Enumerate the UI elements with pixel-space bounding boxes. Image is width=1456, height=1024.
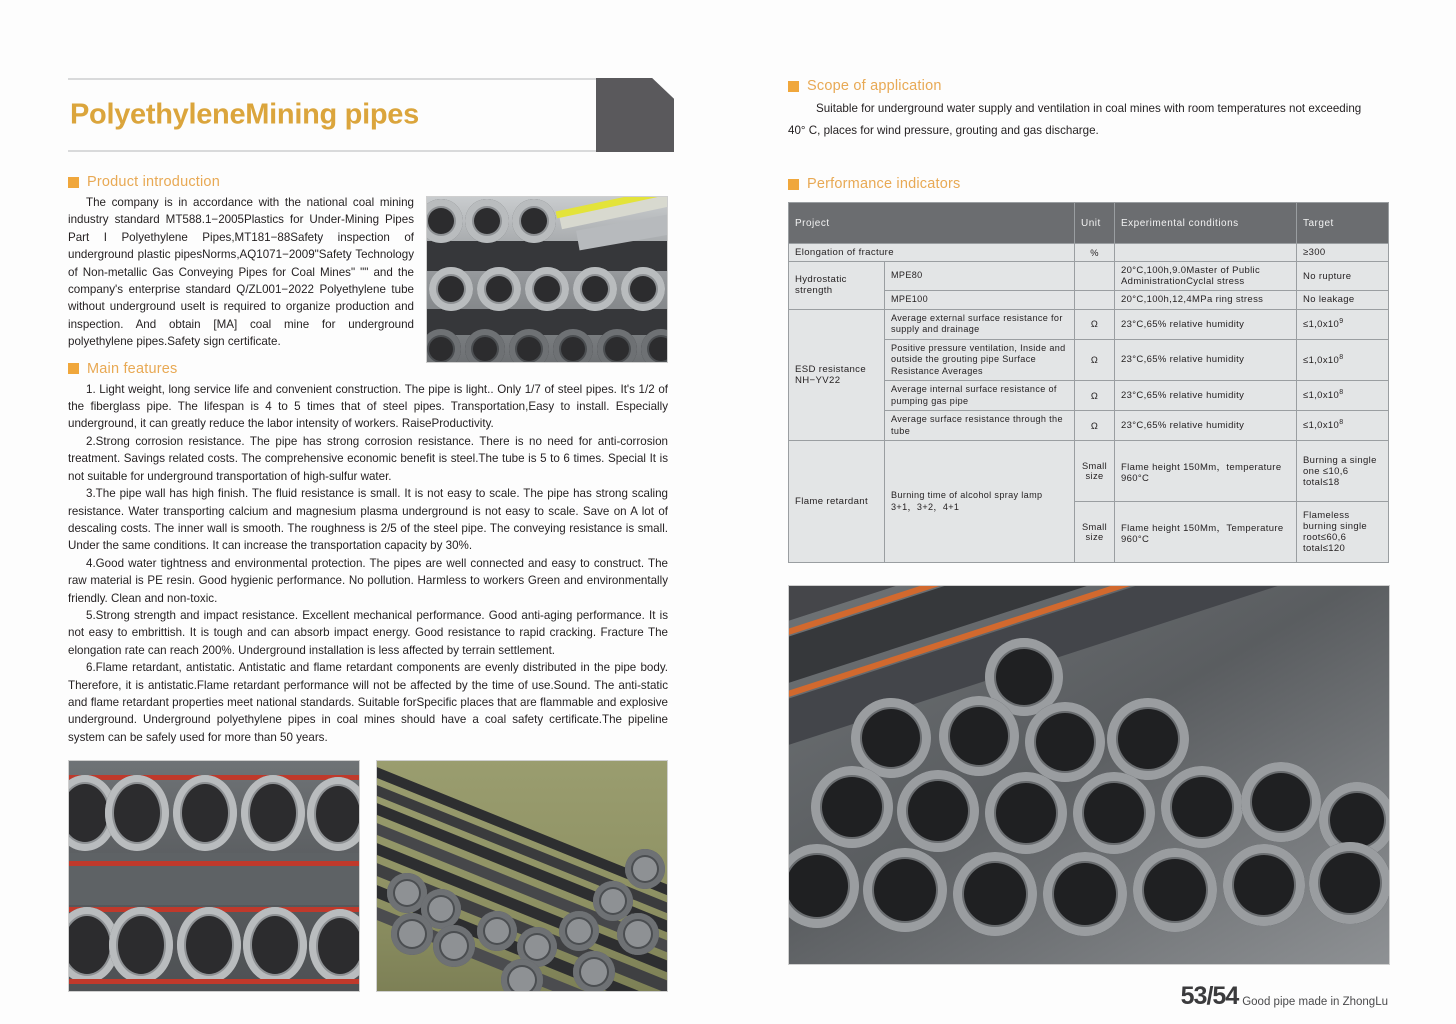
main-features-heading: [68, 361, 414, 377]
cell-unit: %: [1075, 244, 1115, 262]
page-footer: [788, 984, 1388, 1009]
target-exponent: 8: [1339, 389, 1344, 397]
product-introduction-section: [68, 174, 668, 351]
cell-project: Flame retardant: [789, 441, 885, 563]
target-exponent: 9: [1339, 317, 1344, 325]
feature-item: 2.Strong corrosion resistance. The pipe has strong corrosion resistance. There is no need for anti-corrosion treatment. Savings related costs. The comprehensive economic benefit is steel.The tube is 5 to 6 times. Special It is not suitable for underground transportation of high-sulfur water.: [68, 434, 668, 483]
cell-subproject: Average surface resistance through the tube: [885, 411, 1075, 441]
product-introduction-text: The company is in accordance with the national coal mining industry standard MT588.1−2005Plastics for Under-Mining Pipes Part I Polyethylene Pipes,MT181−88Safety inspection of underground plastic pipesNorms,AQ1071−2009"Safety Technology of Non-metallic Gas Conveying Pipes for Coal Mines" "" and the company's enterprise standard Q/ZL001−2022 Polyethylene tube without underground uselt is required to organize production and inspection. And obtain [MA] coal mine for underground polyethylene pipes.Safety sign certificate.: [68, 196, 414, 349]
feature-item: 3.The pipe wall has high finish. The fluid resistance is small. It is not easy to scale. The pipe has strong scaling resistance. Water transporting calcium and magnesium plasma underground is not easy to scale. Save on A lot of descaling costs. The inner wall is smooth. The roughness is 2/5 of the steel pipe. The conveying resistance is small. Under the same conditions. It can increase the transportation capacity by 30%.: [68, 487, 668, 553]
cell-subproject: Average external surface resistance for supply and drainage: [885, 309, 1075, 339]
page-title: PolyethyleneMining pipes: [70, 98, 419, 131]
performance-section: [788, 176, 1388, 563]
cell-subproject: Average internal surface resistance of pumping gas pipe: [885, 381, 1075, 411]
section-heading-label: Main features: [87, 360, 178, 377]
cell-subproject: MPE100: [885, 291, 1075, 310]
table-row: [789, 309, 1389, 339]
column-header-project: Project: [789, 203, 1075, 244]
cell-project: Elongation of fracture: [789, 244, 1075, 262]
cell-conditions: 23°C,65% relative humidity: [1115, 339, 1297, 381]
target-exponent: 8: [1339, 353, 1344, 361]
cell-unit: Ω: [1075, 381, 1115, 411]
section-heading-label: Product introduction: [87, 174, 220, 190]
cell-conditions: [1115, 244, 1297, 262]
cell-subproject: MPE80: [885, 262, 1075, 291]
performance-indicators-table: [788, 202, 1389, 563]
cell-target: Burning a single one ≤10,6 total≤18: [1297, 441, 1389, 502]
hdpe-pipe-bundle-photo: [788, 585, 1390, 965]
left-column: [68, 78, 668, 992]
cell-unit: Ω: [1075, 339, 1115, 381]
table-row: [789, 441, 1389, 502]
column-header-target: Target: [1297, 203, 1389, 244]
cell-target: No rupture: [1297, 262, 1389, 291]
feature-item: 5.Strong strength and impact resistance. Excellent mechanical performance. Good anti-aging performance. It is not easy to embrittish. It is tough and can absorb impact energy. Good resistance to rapid cracking. Fracture The elongation rate can reach 200%. Underground installation is less affected by terrain settlement.: [68, 608, 668, 657]
flanged-pipe-stack-photo: [426, 196, 668, 363]
cell-unit: Ω: [1075, 309, 1115, 339]
cell-unit: [1075, 291, 1115, 310]
flanged-pipe-ends-photo: [68, 760, 360, 992]
cell-conditions: 23°C,65% relative humidity: [1115, 381, 1297, 411]
pipes-with-flanges-yard-photo: [376, 760, 668, 992]
feature-item: 6.Flame retardant, antistatic. Antistatic and flame retardant components are evenly distributed in the pipe body. Therefore, it is antistatic.Flame retardant performance will not be affected by the time of use.Sound. The anti-static and flame retardant properties meet national standards. Suitable forSpecific places that are flammable and explosive underground. Underground polyethylene pipes in coal mines should have a coal safety certificate.The pipeline system can be safely used for more than 50 years.: [68, 661, 668, 744]
target-base: ≤1,0x10: [1303, 390, 1340, 402]
table-row: [789, 244, 1389, 262]
square-bullet-icon: [68, 363, 79, 374]
target-exponent: 8: [1339, 419, 1344, 427]
square-bullet-icon: [788, 81, 799, 92]
target-base: ≤1,0x10: [1303, 420, 1340, 432]
scope-heading: [788, 78, 1388, 94]
cell-target: [1297, 411, 1389, 441]
cell-target: [1297, 309, 1389, 339]
main-features-section: [68, 361, 668, 747]
cell-conditions: Flame height 150Mm，Temperature 960°C: [1115, 502, 1297, 563]
target-base: ≤1,0x10: [1303, 319, 1340, 331]
footer-tagline: Good pipe made in ZhongLu: [1242, 995, 1388, 1008]
cell-conditions: Flame height 150Mm，temperature 960°C: [1115, 441, 1297, 502]
cell-unit: Small size: [1075, 441, 1115, 502]
scope-line-2: 40° C, places for wind pressure, grouting and gas discharge.: [788, 124, 1099, 137]
title-corner-tab: [596, 78, 674, 152]
title-rule-bottom: [68, 150, 596, 152]
cell-target: Flameless burning single root≤60,6 total≤120: [1297, 502, 1389, 563]
cell-conditions: 23°C,65% relative humidity: [1115, 411, 1297, 441]
scope-line-1: Suitable for underground water supply and ventilation in coal mines with room temperatures not exceeding: [816, 102, 1362, 115]
page-number: 53/54: [1180, 982, 1239, 1010]
cell-target: [1297, 381, 1389, 411]
target-base: ≤1,0x10: [1303, 354, 1340, 366]
page-title-banner: [68, 78, 668, 152]
table-row: [789, 262, 1389, 291]
cell-project: ESD resistance NH−YV22: [789, 309, 885, 441]
cell-conditions: 20°C,100h,9.0Master of Public AdministrationCyclal stress: [1115, 262, 1297, 291]
performance-heading: [788, 176, 1388, 192]
column-header-unit: Unit: [1075, 203, 1115, 244]
scope-body: [788, 98, 1388, 142]
bottom-photo-row: [68, 760, 668, 992]
main-features-body: [68, 381, 668, 747]
cell-unit: Small size: [1075, 502, 1115, 563]
cell-target: No leakage: [1297, 291, 1389, 310]
product-introduction-heading: [68, 174, 668, 190]
scope-section: [788, 78, 1388, 142]
square-bullet-icon: [788, 179, 799, 190]
cell-conditions: 20°C,100h,12,4MPa ring stress: [1115, 291, 1297, 310]
cell-subproject: Burning time of alcohol spray lamp 3+1，3+2，4+1: [885, 441, 1075, 563]
cell-conditions: 23°C,65% relative humidity: [1115, 309, 1297, 339]
square-bullet-icon: [68, 177, 79, 188]
column-header-conditions: Experimental conditions: [1115, 203, 1297, 244]
right-column: [788, 78, 1388, 1010]
cell-unit: Ω: [1075, 411, 1115, 441]
section-heading-label: Scope of application: [807, 78, 942, 94]
cell-subproject: Positive pressure ventilation, Inside and outside the grouting pipe Surface Resistance Averages: [885, 339, 1075, 381]
cell-target: [1297, 339, 1389, 381]
feature-item: 4.Good water tightness and environmental protection. The pipes are well connected and easy to construct. The raw material is PE resin. Good hygienic performance. No pollution. Harmless to workers Green and environmentally friendly. Clean and non-toxic.: [68, 556, 668, 605]
feature-item: 1. Light weight, long service life and convenient construction. The pipe is light.. Only 1/7 of steel pipes. It's 1/2 of the fiberglass pipe. The lifespan is 4 to 5 times that of steel pipes. Transportation,Easy to install. Especially underground, it can greatly reduce the labor intensity of workers. RaiseProductivity.: [68, 382, 668, 431]
cell-target: ≥300: [1297, 244, 1389, 262]
section-heading-label: Performance indicators: [807, 176, 961, 192]
title-rule-top: [68, 78, 596, 80]
cell-unit: [1075, 262, 1115, 291]
table-header-row: [789, 203, 1389, 244]
cell-project: Hydrostatic strength: [789, 262, 885, 310]
product-introduction-body-wrap: [68, 194, 668, 351]
